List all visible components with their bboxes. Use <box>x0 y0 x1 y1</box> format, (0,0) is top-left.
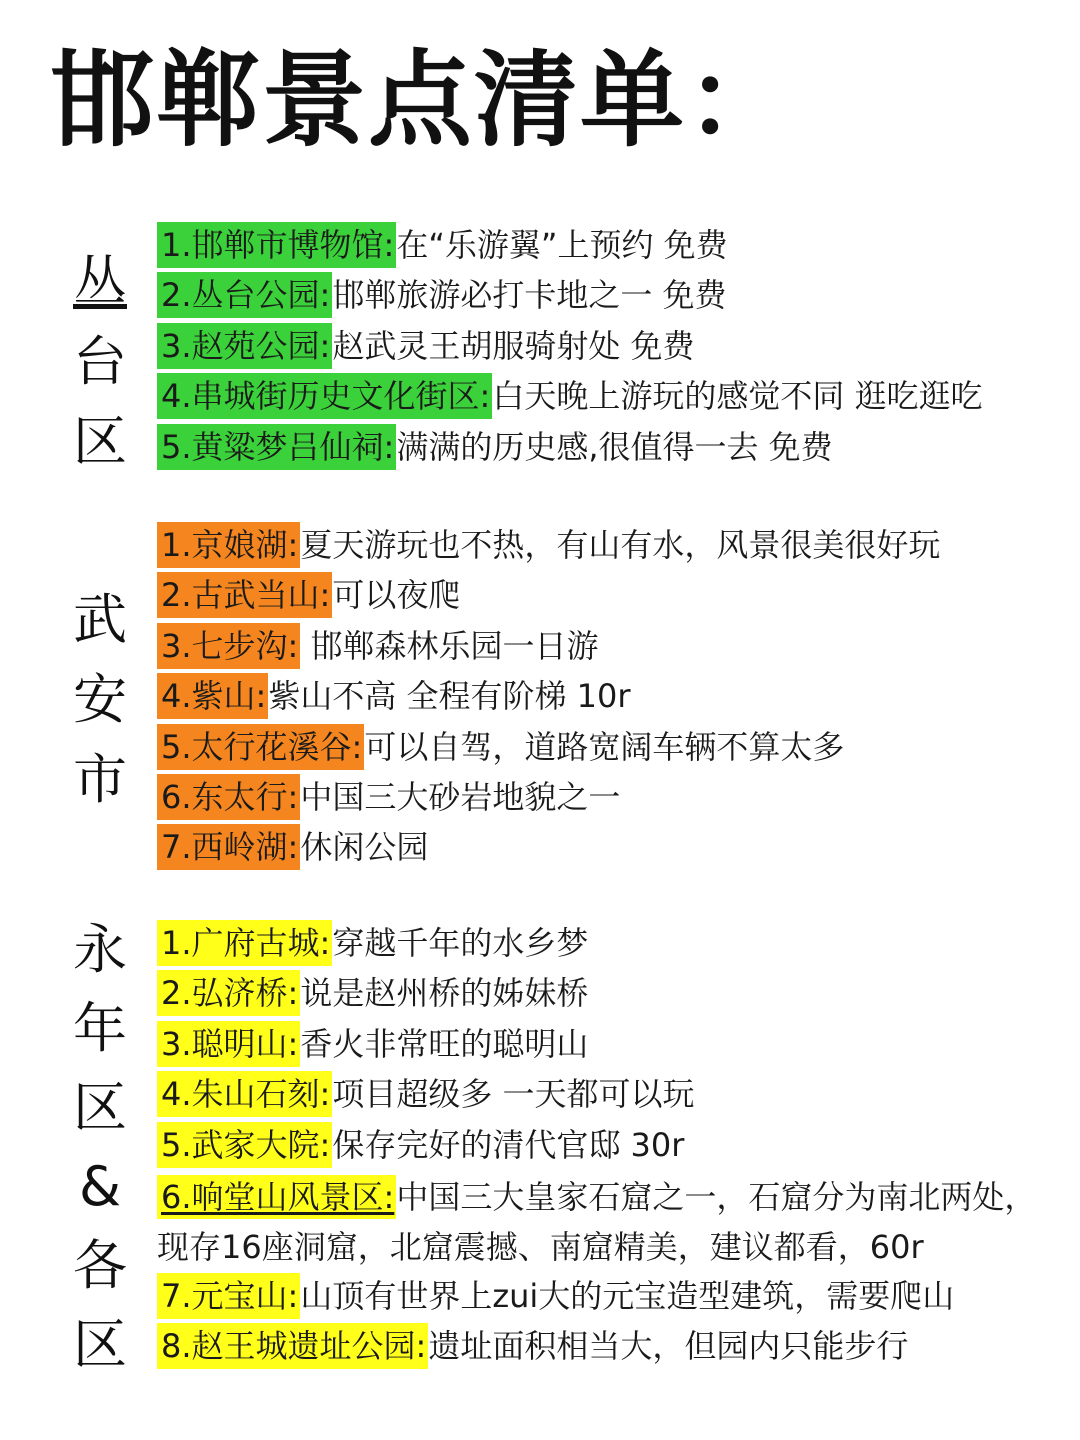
spot-name: 2.丛台公园: <box>157 272 332 318</box>
district-char: 永 <box>73 918 127 981</box>
spot-name: 4.串城街历史文化街区: <box>157 373 492 419</box>
district-label <box>70 580 130 820</box>
spot-desc: 中国三大砂岩地貌之一 <box>300 777 621 816</box>
section-wuan <box>0 522 1080 874</box>
list-item <box>157 572 1057 622</box>
spot-name: 1.京娘湖: <box>157 522 300 568</box>
spot-desc: 遗址面积相当大，但园内只能步行 <box>428 1327 909 1366</box>
spot-name: 3.七步沟: <box>157 623 300 669</box>
district-char: 年 <box>73 997 127 1060</box>
spot-list <box>157 522 1057 875</box>
section-yongnian <box>0 920 1080 1380</box>
spot-desc: 赵武灵王胡服骑射处 免费 <box>332 326 695 365</box>
district-char: 各 <box>73 1234 127 1297</box>
list-item <box>157 1071 1057 1121</box>
spot-desc: 山顶有世界上zui大的元宝造型建筑，需要爬山 <box>300 1276 955 1315</box>
spot-name: 2.弘济桥: <box>157 970 300 1016</box>
district-char: 区 <box>73 1313 127 1376</box>
list-item <box>157 970 1057 1020</box>
list-item <box>157 1323 1057 1373</box>
list-item <box>157 1122 1057 1172</box>
list-item <box>157 673 1057 723</box>
spot-desc: 中国三大皇家石窟之一，石窟分为南北两处，现存16座洞窟，北窟震撼、南窟精美，建议都看，60r <box>157 1177 1037 1267</box>
spot-desc: 邯郸旅游必打卡地之一 免费 <box>332 276 727 315</box>
spot-name: 1.邯郸市博物馆: <box>157 222 396 268</box>
list-item <box>157 1273 1057 1323</box>
district-char: 区 <box>73 1076 127 1139</box>
spot-desc: 紫山不高 全程有阶梯 10r <box>268 677 631 716</box>
spot-name: 1.广府古城: <box>157 920 332 966</box>
list-item <box>157 323 1057 373</box>
list-item <box>157 522 1057 572</box>
spot-desc: 穿越千年的水乡梦 <box>332 924 589 962</box>
spot-desc: 白天晚上游玩的感觉不同 逛吃逛吃 <box>492 377 983 416</box>
spot-desc: 夏天游玩也不热，有山有水，风景很美很好玩 <box>300 526 941 564</box>
spot-name: 5.太行花溪谷: <box>157 724 364 770</box>
section-congtai <box>0 222 1080 474</box>
district-char: 市 <box>73 748 127 811</box>
district-char: 武 <box>73 588 127 651</box>
district-label <box>70 242 130 482</box>
list-item <box>157 373 1057 423</box>
spot-name: 5.武家大院: <box>157 1122 332 1168</box>
page-title: 邯郸景点清单： <box>50 39 793 161</box>
district-char: 区 <box>73 410 127 473</box>
list-item <box>157 623 1057 673</box>
spot-list <box>157 222 1057 474</box>
district-char: & <box>78 1155 122 1218</box>
spot-desc: 说是赵州桥的姊妹桥 <box>300 974 589 1013</box>
list-item <box>157 424 1057 474</box>
list-item <box>157 222 1057 272</box>
spot-desc: 保存完好的清代官邸 30r <box>332 1125 685 1164</box>
spot-desc: 邯郸森林乐园一日游 <box>300 626 599 665</box>
spot-name: 6.响堂山风景区: <box>157 1175 396 1219</box>
spot-desc: 香火非常旺的聪明山 <box>300 1024 589 1063</box>
spot-name: 2.古武当山: <box>157 572 332 618</box>
spot-name: 4.朱山石刻: <box>157 1071 332 1117</box>
spot-name: 3.赵苑公园: <box>157 323 332 369</box>
spot-name: 4.紫山: <box>157 673 268 719</box>
spot-desc: 可以夜爬 <box>332 576 461 615</box>
list-item <box>157 1021 1057 1071</box>
spot-desc: 在“乐游翼”上预约 免费 <box>396 226 728 264</box>
district-label <box>70 910 130 1384</box>
district-char: 丛 <box>73 250 127 313</box>
list-item <box>157 824 1057 874</box>
list-item <box>157 774 1057 824</box>
spot-desc: 项目超级多 一天都可以玩 <box>332 1075 695 1114</box>
spot-desc: 可以自驾，道路宽阔车辆不算太多 <box>364 727 845 766</box>
spot-desc: 休闲公园 <box>300 828 429 867</box>
district-char: 台 <box>73 330 127 393</box>
spot-name: 7.元宝山: <box>157 1273 300 1319</box>
list-item <box>157 724 1057 774</box>
district-char: 安 <box>73 668 127 731</box>
spot-desc: 满满的历史感,很值得一去 免费 <box>396 427 833 466</box>
spot-name: 8.赵王城遗址公园: <box>157 1323 428 1369</box>
spot-name: 3.聪明山: <box>157 1021 300 1067</box>
spot-list <box>157 920 1057 1374</box>
spot-name: 6.东太行: <box>157 774 300 820</box>
spot-name: 5.黄粱梦吕仙祠: <box>157 424 396 470</box>
list-item <box>157 1172 1057 1273</box>
list-item <box>157 272 1057 322</box>
list-item <box>157 920 1057 970</box>
spot-name: 7.西岭湖: <box>157 824 300 870</box>
